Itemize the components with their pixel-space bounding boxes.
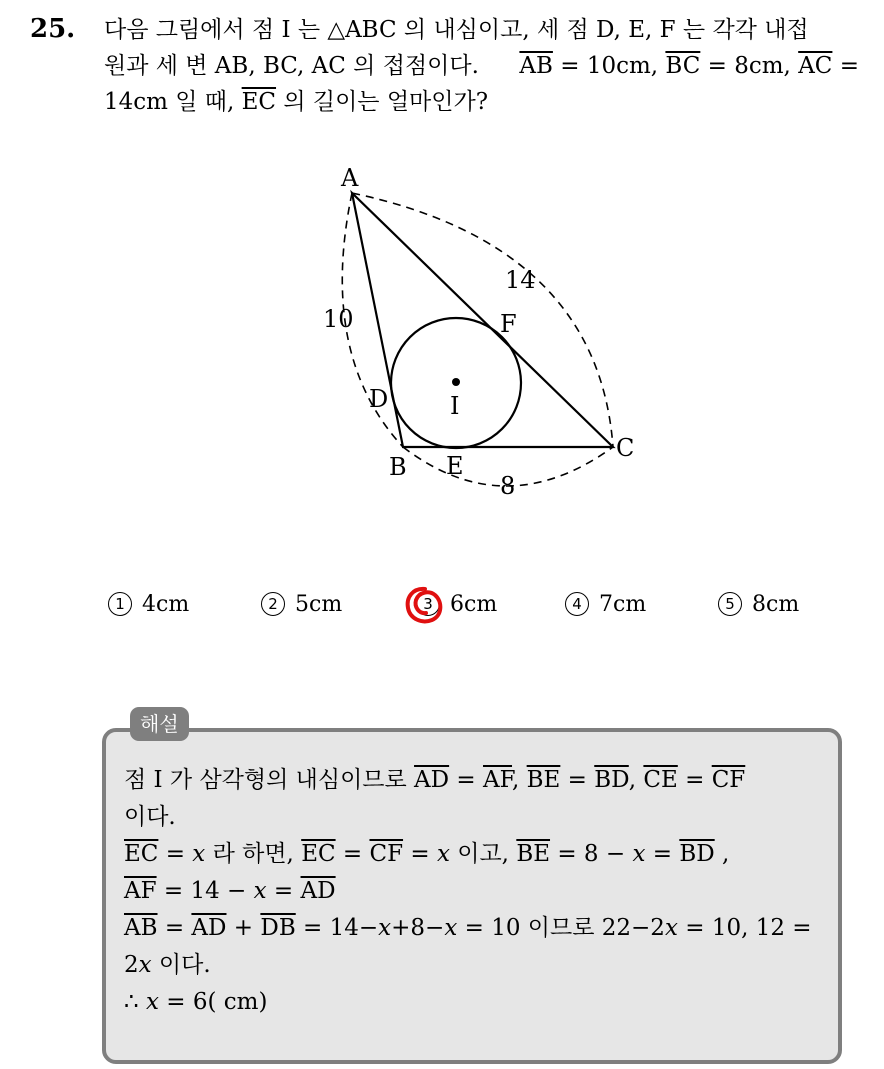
solution-line-7: ∴ x = 6( cm) bbox=[124, 989, 268, 1015]
choice-3[interactable]: 3 6cm bbox=[416, 592, 497, 617]
label-C: C bbox=[616, 434, 635, 462]
solution-text bbox=[124, 764, 824, 1023]
answer-choices bbox=[108, 592, 828, 628]
incircle-triangle-figure bbox=[300, 160, 660, 500]
question-text bbox=[104, 14, 864, 122]
solution-line-3: $\overline{EC} = x$ 라 하면, $\overline{EC} = \overline{CF} = x$ 이고, $\overline{BE} = 8 - x = \overline{BD}$ , bbox=[124, 841, 730, 867]
label-F: F bbox=[500, 310, 517, 338]
label-I: I bbox=[450, 392, 460, 420]
triangle-abc bbox=[352, 193, 613, 447]
solution-line-5: $\overline{AB} = \overline{AD} + \overline{DB} = 14-x+8-x = 10$ 이므로 22−2x = 10, 12 = bbox=[124, 915, 812, 941]
choice-5[interactable]: 5 8cm bbox=[718, 592, 799, 617]
length-label-ac: 14 bbox=[505, 266, 536, 294]
choice-1[interactable]: 1 4cm bbox=[108, 592, 189, 617]
solution-line-6: 2x 이다. bbox=[124, 952, 211, 978]
length-label-bc: 8 bbox=[500, 472, 516, 500]
answer-circle-mark bbox=[402, 583, 448, 629]
label-A: A bbox=[341, 164, 359, 192]
choice-4[interactable]: 4 7cm bbox=[565, 592, 646, 617]
question-line-3: 14cm 일 때, $\overline{EC}$ 의 길이는 얼마인가? bbox=[104, 89, 489, 115]
length-label-ab: 10 bbox=[323, 305, 354, 333]
incenter-point bbox=[452, 378, 460, 386]
question-line-2: 원과 세 변 AB, BC, AC 의 접점이다. $\overline{AB} = 10cm$, $\overline{BC} = 8cm$, $\overline{AC}$ = bbox=[104, 53, 859, 79]
label-E: E bbox=[446, 452, 464, 480]
label-D: D bbox=[369, 385, 389, 413]
question-line-1: 다음 그림에서 점 I 는 △ABC 의 내심이고, 세 점 D, E, F 는 각각 내접 bbox=[104, 17, 809, 43]
solution-line-4: $\overline{AF} = 14 - x = \overline{AD}$ bbox=[124, 878, 336, 904]
choice-2[interactable]: 2 5cm bbox=[261, 592, 342, 617]
solution-line-2: 이다. bbox=[124, 804, 176, 830]
solution-tag: 해설 bbox=[130, 707, 189, 741]
solution-line-1: 점 I 가 삼각형의 내심이므로 $\overline{AD} = \overline{AF}$, $\overline{BE} = \overline{BD}$, $\overline{CE} = \overline{CF}$ bbox=[124, 767, 746, 793]
label-B: B bbox=[389, 453, 407, 481]
question-number: 25. bbox=[30, 14, 76, 44]
